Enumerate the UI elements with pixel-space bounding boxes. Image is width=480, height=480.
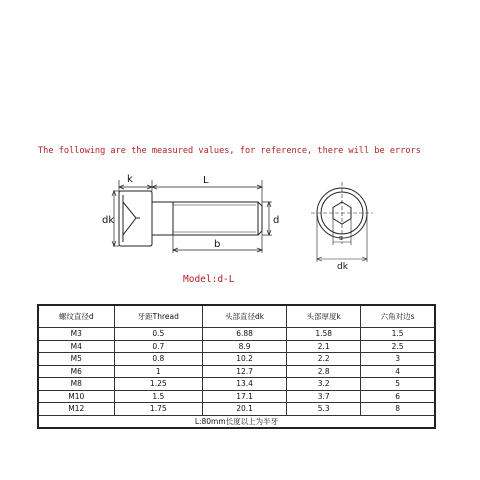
label-L: L <box>203 175 209 186</box>
cell-head-thickness: 3.7 <box>287 390 361 403</box>
cell-size: M3 <box>38 328 114 341</box>
label-s: s <box>339 234 343 242</box>
cell-pitch: 1.75 <box>114 403 203 416</box>
measurement-notice: The following are the measured values, for reference, there will be errors <box>38 146 421 156</box>
screw-technical-drawing <box>0 165 480 275</box>
half-thread-note: L:80mm长度以上为半牙 <box>38 415 435 428</box>
label-b: b <box>214 239 221 250</box>
table-row <box>38 403 435 416</box>
header-thread-pitch: 牙距Thread <box>114 305 203 328</box>
cell-pitch: 0.7 <box>114 340 203 353</box>
cell-head-thickness: 5.3 <box>287 403 361 416</box>
table-footer-row <box>38 415 435 428</box>
table-row <box>38 328 435 341</box>
table-row <box>38 353 435 366</box>
header-hex-size: 六角对边s <box>361 305 435 328</box>
table-row <box>38 390 435 403</box>
cell-head-thickness: 1.58 <box>287 328 361 341</box>
cell-pitch: 1 <box>114 365 203 378</box>
cell-size: M4 <box>38 340 114 353</box>
cell-size: M5 <box>38 353 114 366</box>
cell-head-thickness: 3.2 <box>287 378 361 391</box>
cell-pitch: 1.5 <box>114 390 203 403</box>
cell-hex-size: 8 <box>361 403 435 416</box>
header-thread-diameter: 螺纹直径d <box>38 305 114 328</box>
cell-hex-size: 5 <box>361 378 435 391</box>
table-row <box>38 340 435 353</box>
table-row <box>38 365 435 378</box>
screw-head-side <box>119 191 152 246</box>
model-caption: Model:d-L <box>183 274 235 285</box>
cell-hex-size: 1.5 <box>361 328 435 341</box>
cell-pitch: 0.5 <box>114 328 203 341</box>
cell-size: M6 <box>38 365 114 378</box>
cell-size: M8 <box>38 378 114 391</box>
label-k: k <box>127 174 133 185</box>
cell-head-diameter: 20.1 <box>203 403 287 416</box>
label-dk: dk <box>102 215 115 226</box>
cell-hex-size: 6 <box>361 390 435 403</box>
cell-pitch: 0.8 <box>114 353 203 366</box>
cell-head-thickness: 2.2 <box>287 353 361 366</box>
cell-hex-size: 4 <box>361 365 435 378</box>
screw-shank-side <box>152 202 262 235</box>
cell-head-diameter: 10.2 <box>203 353 287 366</box>
header-head-diameter: 头部直径dk <box>203 305 287 328</box>
label-d: d <box>273 215 280 226</box>
cell-head-diameter: 8.9 <box>203 340 287 353</box>
specification-table <box>37 304 436 429</box>
table-header-row <box>38 305 435 328</box>
cell-size: M12 <box>38 403 114 416</box>
cell-head-diameter: 17.1 <box>203 390 287 403</box>
cell-size: M10 <box>38 390 114 403</box>
cell-head-diameter: 13.4 <box>203 378 287 391</box>
cell-head-thickness: 2.8 <box>287 365 361 378</box>
screw-head-end-view <box>311 182 373 262</box>
table-row <box>38 378 435 391</box>
cell-hex-size: 3 <box>361 353 435 366</box>
cell-head-diameter: 12.7 <box>203 365 287 378</box>
label-dk-end: dk <box>337 262 348 272</box>
cell-head-diameter: 6.88 <box>203 328 287 341</box>
header-head-thickness: 头部厚度k <box>287 305 361 328</box>
cell-hex-size: 2.5 <box>361 340 435 353</box>
cell-head-thickness: 2.1 <box>287 340 361 353</box>
cell-pitch: 1.25 <box>114 378 203 391</box>
